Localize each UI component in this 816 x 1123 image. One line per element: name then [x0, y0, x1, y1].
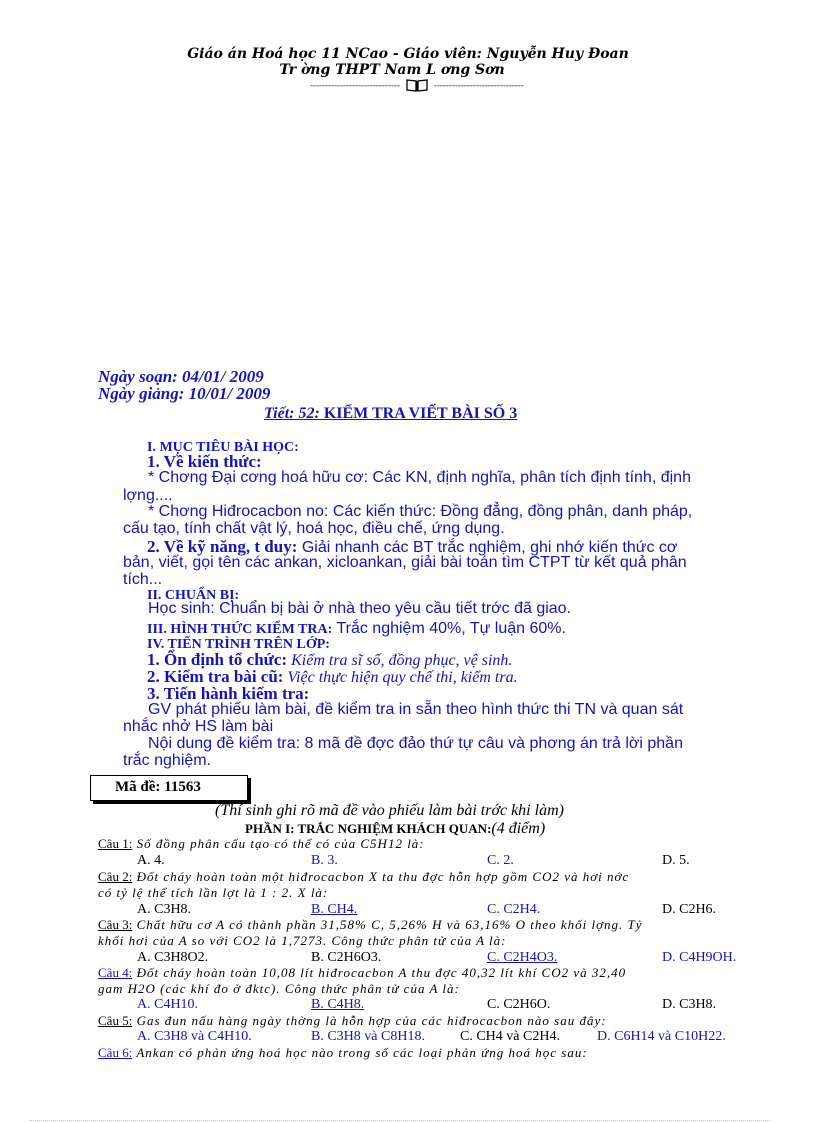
item-3-label: 3. Tiến hành kiểm tra: — [147, 684, 310, 703]
q2-option-b: B. CH4. — [311, 902, 358, 917]
item-2-label: 2. Kiểm tra bài cũ: — [147, 667, 284, 686]
question-4-text-2: gam H2O (các khí đo ở đktc). Công thức phân tử của A là: — [98, 981, 460, 996]
para-1-line2: nhắc nhở HS làm bài — [123, 718, 274, 735]
page-bottom-rule — [30, 1120, 770, 1121]
dots-left: ------------------------------ — [310, 80, 400, 90]
question-4-text-1: Đốt cháy hoàn toàn 10,08 lít hiđrocacbon A thu đợc 40,32 lít khí CO2 và 32,40 — [136, 965, 627, 980]
question-6-label: Câu 6: — [98, 1045, 133, 1060]
section-3-text: Trắc nghiệm 40%, Tự luận 60%. — [332, 620, 566, 637]
q3-option-b: B. C2H6O3. — [311, 950, 382, 965]
section-2-text: Học sinh: Chuẩn bị bài ở nhà theo yêu cầu tiết trớc đã giao. — [148, 600, 572, 617]
q1-option-d: D. 5. — [662, 853, 690, 868]
q1-option-a: A. 4. — [137, 853, 165, 868]
q4-option-b: B. C4H8. — [311, 997, 365, 1012]
skills-heading: 2. Về kỹ năng, t duy: — [147, 537, 298, 556]
skills-text-1: Giải nhanh các BT trắc nghiệm, ghi nhớ kiến thức cơ — [297, 539, 678, 556]
question-1-label: Câu 1: — [98, 836, 133, 851]
book-icon — [406, 78, 428, 92]
q1-option-c: C. 2. — [487, 853, 514, 868]
header-divider — [310, 78, 524, 92]
q3-option-c: C. C2H4O3. — [487, 950, 558, 965]
knowledge-heading: 1. Về kiến thức: — [147, 452, 262, 471]
question-2-label: Câu 2: — [98, 869, 133, 884]
question-4-label: Câu 4: — [98, 965, 133, 980]
q3-option-a: A. C3H8O2. — [137, 950, 209, 965]
part-points: (4 điểm) — [491, 820, 546, 837]
para-1-line1: GV phát phiếu làm bài, đề kiểm tra in sẵn theo hình thức thi TN và quan sát — [148, 701, 684, 718]
q2-option-a: A. C3H8. — [137, 902, 192, 917]
dots-right: ------------------------------ — [433, 80, 524, 90]
section-2-heading: II. CHUẨN BỊ: — [147, 588, 240, 603]
question-2-text-2: có tỷ lệ thể tích lần lợt là 1 : 2. X là: — [98, 885, 329, 900]
q2-option-c: C. C2H4. — [487, 902, 541, 917]
header-line-2: Tr ờng THPT Nam L ơng Sơn — [279, 62, 505, 78]
knowledge-b-line2: cấu tạo, tính chất vật lý, hoá học, điều chế, ứng dụng. — [123, 520, 505, 537]
question-5 — [98, 1013, 607, 1029]
header-line-1: Giáo án Hoá học 11 NCao - Giáo viên: Nguyễn Huy Đoan — [187, 46, 629, 62]
exam-code: Mã đề: 11563 — [115, 779, 201, 795]
date-giang: Ngày giảng: 10/01/ 2009 — [98, 384, 271, 403]
question-1 — [98, 836, 425, 852]
item-1-text: Kiểm tra sĩ số, đồng phục, vệ sinh. — [287, 652, 513, 669]
para-2-line2: trắc nghiệm. — [123, 752, 212, 769]
knowledge-a-line1: * Chơng Đại cơng hoá hữu cơ: Các KN, định nghĩa, phân tích định tính, định — [148, 469, 691, 486]
section-3-heading: III. HÌNH THỨC KIỂM TRA: — [147, 622, 333, 637]
q5-option-b: B. C3H8 và C8H18. — [311, 1029, 425, 1044]
question-5-label: Câu 5: — [98, 1013, 133, 1028]
exam-note: (Thí sinh ghi rõ mã đề vào phiếu làm bài trớc khi làm) — [215, 802, 564, 819]
date-soan: Ngày soạn: 04/01/ 2009 — [98, 367, 264, 386]
question-2-text-1: Đốt cháy hoàn toàn một hiđrocacbon X ta thu đợc hỗn hợp gồm CO2 và hơi nớc — [136, 869, 630, 884]
knowledge-a-line2: lợng.... — [123, 487, 173, 504]
section-1-heading: I. MỤC TIÊU BÀI HỌC: — [147, 440, 299, 455]
section-4-heading: IV. TIẾN TRÌNH TRÊN LỚP: — [147, 637, 330, 652]
question-4 — [98, 965, 626, 997]
question-2 — [98, 869, 629, 901]
question-3-label: Câu 3: — [98, 917, 133, 932]
q5-option-d: D. C6H14 và C10H22. — [597, 1029, 726, 1044]
lesson-number: Tiết: 52: — [264, 405, 320, 422]
q1-option-b: B. 3. — [311, 853, 338, 868]
question-3-text-2: khối hơi của A so với CO2 là 1,7273. Công thức phân tử của A là: — [98, 933, 507, 948]
q2-option-d: D. C2H6. — [662, 902, 717, 917]
para-2-line1: Nội dung đề kiểm tra: 8 mã đề đợc đảo thứ tự câu và phơng án trả lời phần — [148, 735, 683, 752]
question-6-text: Ankan có phản ứng hoá học nào trong số các loại phản ứng hoá học sau: — [136, 1045, 588, 1060]
question-6 — [98, 1045, 588, 1061]
question-5-text: Gas đun nấu hàng ngày thờng là hỗn hợp của các hiđrocacbon nào sau đây: — [136, 1013, 607, 1028]
question-1-text: Số đồng phân cấu tạo có thể có của C5H12 là: — [136, 836, 425, 851]
q4-option-c: C. C2H6O. — [487, 997, 551, 1012]
lesson-name: KIỂM TRA VIẾT BÀI SỐ 3 — [319, 405, 518, 422]
skills-text-2: bản, viết, gọi tên các ankan, xicloankan, giải bài toán tìm CTPT từ kết quả phân — [123, 554, 687, 571]
question-3-text-1: Chất hữu cơ A có thành phần 31,58% C, 5,26% H và 63,16% O theo khối lợng. Tỷ — [136, 917, 643, 932]
q4-option-a: A. C4H10. — [137, 997, 199, 1012]
item-1-label: 1. Ổn định tổ chức: — [147, 650, 288, 669]
q5-option-c: C. CH4 và C2H4. — [460, 1029, 560, 1044]
skills-text-3: tích... — [123, 571, 163, 588]
knowledge-b-line1: * Chơng Hiđrocacbon no: Các kiến thức: Đồng đẳng, đồng phân, danh pháp, — [148, 503, 693, 520]
lesson-title — [264, 405, 517, 423]
item-2-text: Việc thực hiện quy chế thi, kiểm tra. — [283, 669, 518, 686]
q4-option-d: D. C3H8. — [662, 997, 717, 1012]
question-3 — [98, 917, 643, 949]
section-3 — [147, 620, 566, 638]
q3-option-d: D. C4H9OH. — [662, 950, 737, 965]
q5-option-a: A. C3H8 và C4H10. — [137, 1029, 252, 1044]
part-title: PHẦN I: TRẮC NGHIỆM KHÁCH QUAN: — [245, 821, 492, 836]
